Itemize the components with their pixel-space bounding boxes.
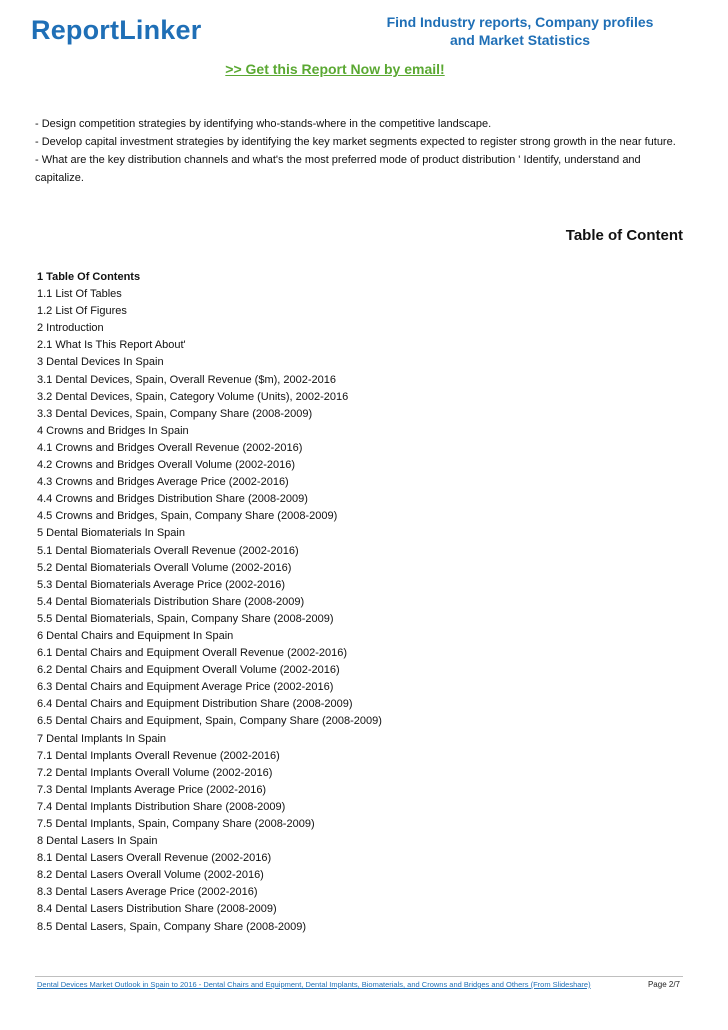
toc-item: 4 Crowns and Bridges In Spain [37, 424, 189, 437]
tagline-line-1: Find Industry reports, Company profiles [386, 14, 654, 30]
toc-item: 3.1 Dental Devices, Spain, Overall Revenue ($m), 2002-2016 [37, 373, 336, 386]
toc-item: 1.2 List Of Figures [37, 305, 127, 318]
toc-item: 4.4 Crowns and Bridges Distribution Share (2008-2009) [37, 493, 308, 506]
toc-item: 8.1 Dental Lasers Overall Revenue (2002-2016) [37, 852, 272, 865]
toc-item: 5 Dental Biomaterials In Spain [37, 527, 185, 540]
toc-item: 8.3 Dental Lasers Average Price (2002-2016) [37, 886, 258, 899]
toc-item: 5.1 Dental Biomaterials Overall Revenue (2002-2016) [37, 544, 299, 557]
toc-item: 6 Dental Chairs and Equipment In Spain [37, 629, 234, 642]
toc-item: 4.5 Crowns and Bridges, Spain, Company Share (2008-2009) [37, 510, 338, 523]
intro-bullet: - Develop capital investment strategies by identifying the key market segments expected to register strong growth in the near future. [35, 136, 676, 148]
toc-item: 7.3 Dental Implants Average Price (2002-2016) [37, 783, 267, 796]
get-report-email-link[interactable]: >> Get this Report Now by email! [225, 61, 445, 77]
toc-item: 3.3 Dental Devices, Spain, Company Share (2008-2009) [37, 407, 313, 420]
header-tagline [370, 13, 670, 49]
page-number: Page 2/7 [647, 980, 680, 989]
toc-item: 4.3 Crowns and Bridges Average Price (2002-2016) [37, 476, 289, 489]
toc-item: 5.3 Dental Biomaterials Average Price (2002-2016) [37, 578, 286, 591]
toc-item: 6.3 Dental Chairs and Equipment Average Price (2002-2016) [37, 681, 334, 694]
toc-item: 2.1 What Is This Report About' [37, 339, 186, 352]
intro-bullet: - Design competition strategies by identifying who-stands-where in the competitive landscape. [35, 118, 492, 130]
toc-item: 1 Table Of Contents [37, 271, 141, 283]
toc-item: 3 Dental Devices In Spain [37, 356, 164, 369]
toc-item: 1.1 List Of Tables [37, 288, 122, 301]
toc-item: 5.2 Dental Biomaterials Overall Volume (2002-2016) [37, 561, 292, 574]
toc-item: 3.2 Dental Devices, Spain, Category Volume (Units), 2002-2016 [37, 390, 349, 403]
reportlinker-logo[interactable]: ReportLinker [31, 15, 202, 45]
toc-item: 6.1 Dental Chairs and Equipment Overall Revenue (2002-2016) [37, 647, 348, 660]
toc-item: 6.4 Dental Chairs and Equipment Distribution Share (2008-2009) [37, 698, 353, 711]
toc-item: 7.5 Dental Implants, Spain, Company Share (2008-2009) [37, 818, 315, 830]
toc-list [37, 269, 677, 936]
toc-item: 8 Dental Lasers In Spain [37, 835, 158, 848]
toc-item: 4.2 Crowns and Bridges Overall Volume (2002-2016) [37, 459, 296, 472]
toc-item: 5.4 Dental Biomaterials Distribution Share (2008-2009) [37, 595, 305, 608]
toc-item: 8.4 Dental Lasers Distribution Share (2008-2009) [37, 903, 277, 916]
toc-item: 7.4 Dental Implants Distribution Share (2008-2009) [37, 800, 286, 813]
toc-item: 7 Dental Implants In Spain [37, 732, 167, 745]
toc-item: 6.5 Dental Chairs and Equipment, Spain, Company Share (2008-2009) [37, 715, 382, 728]
toc-item: 2 Introduction [37, 322, 104, 335]
toc-heading: Table of Content [565, 227, 683, 244]
toc-item: 7.1 Dental Implants Overall Revenue (2002-2016) [37, 749, 280, 762]
footer-source-link[interactable]: Dental Devices Market Outlook in Spain to 2016 - Dental Chairs and Equipment, Dental Implants, Biomaterials, and Crowns and Bridges and Others (From Slideshare) [37, 980, 591, 989]
toc-item: 4.1 Crowns and Bridges Overall Revenue (2002-2016) [37, 441, 303, 454]
toc-item: 6.2 Dental Chairs and Equipment Overall Volume (2002-2016) [37, 664, 340, 677]
toc-item: 7.2 Dental Implants Overall Volume (2002-2016) [37, 766, 273, 779]
toc-item: 5.5 Dental Biomaterials, Spain, Company Share (2008-2009) [37, 612, 334, 625]
toc-item: 8.2 Dental Lasers Overall Volume (2002-2016) [37, 869, 264, 882]
toc-item: 8.5 Dental Lasers, Spain, Company Share (2008-2009) [37, 920, 307, 933]
intro-bullets [35, 115, 685, 187]
intro-bullet: - What are the key distribution channels and what's the most preferred mode of product distribution ' Identify, understand and capitalize. [35, 154, 641, 184]
tagline-line-2: and Market Statistics [449, 32, 591, 48]
footer-divider [35, 976, 683, 977]
